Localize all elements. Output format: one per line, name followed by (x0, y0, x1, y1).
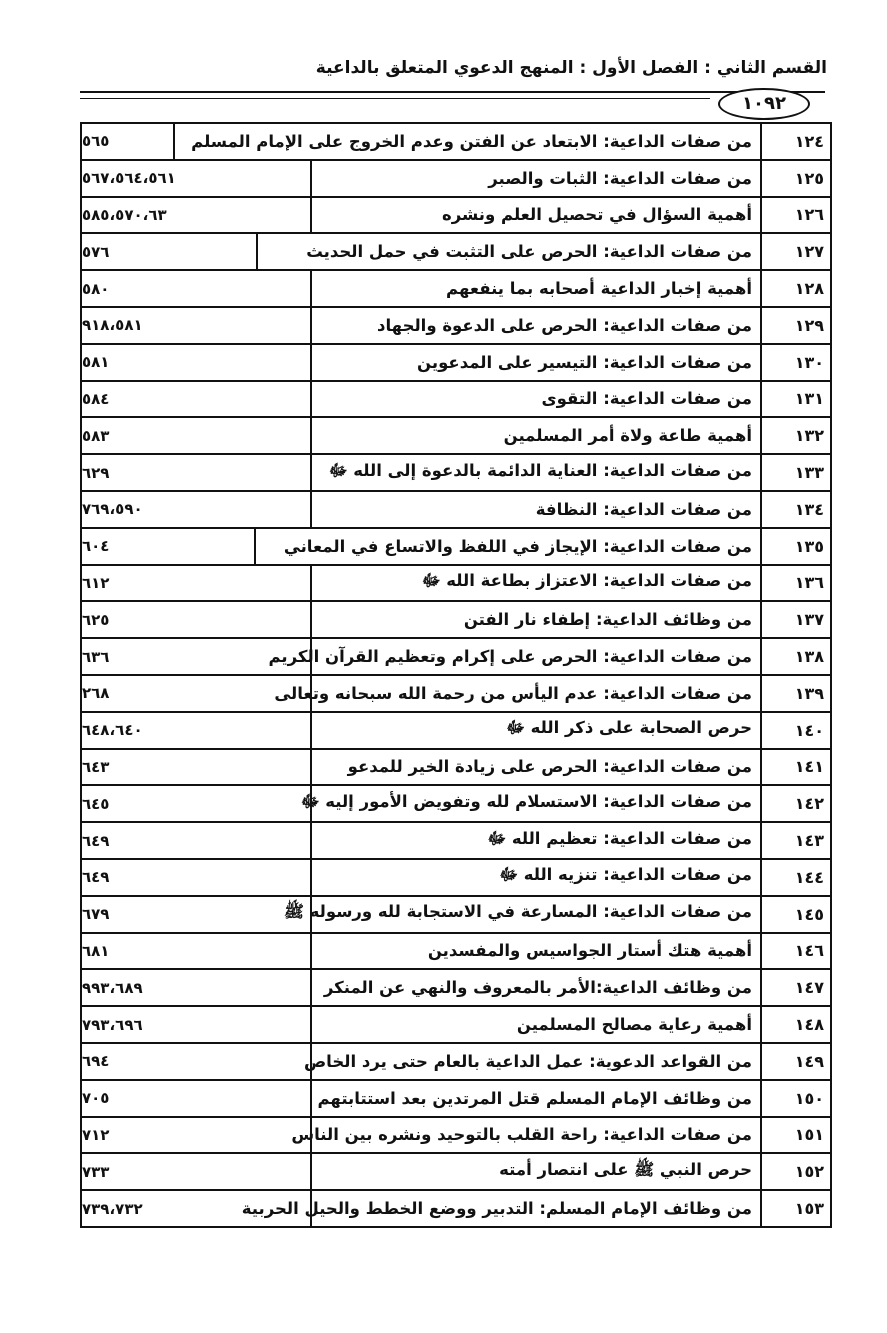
entry-topic: من وظائف الإمام المسلم: التدبير ووضع الخطط والحيل الحربية (241, 1199, 752, 1218)
entry-topic: من صفات الداعية: التقوى (541, 389, 752, 409)
entry-topic: من صفات الداعية: الاعتزاز بطاعة الله ﷻ (421, 570, 752, 590)
entry-number: ١٤٥ (760, 897, 830, 932)
entry-topic: من صفات الداعية: الحرص على التثبت في حمل الحديث (306, 242, 752, 262)
entry-number: ١٤١ (760, 750, 830, 785)
entry-pages: ٦٤٨،٦٤٠ (82, 713, 312, 748)
entry-number: ١٥١ (760, 1118, 830, 1153)
table-row (82, 1118, 830, 1155)
entry-pages: ٧٩٣،٦٩٦ (82, 1007, 312, 1042)
table-row (82, 566, 830, 603)
entry-topic: من صفات الداعية: الحرص على زيادة الخير للمدعو (347, 757, 752, 777)
table-row (82, 676, 830, 713)
entry-pages: ٦٢٩ (82, 455, 312, 490)
entry-pages: ٥٨٣ (82, 418, 312, 453)
table-row (82, 529, 830, 566)
table-row (82, 897, 830, 934)
entry-topic: من صفات الداعية: الثبات والصبر (488, 168, 752, 188)
entry-topic: أهمية إخبار الداعية أصحابه بما ينفعهم (446, 279, 752, 299)
table-row (82, 492, 830, 529)
entry-pages: ٥٨٠ (82, 271, 312, 306)
table-row (82, 1191, 830, 1228)
table-row (82, 860, 830, 897)
table-row (82, 418, 830, 455)
table-row (82, 639, 830, 676)
entry-number: ١٣٢ (760, 418, 830, 453)
entry-number: ١٤٨ (760, 1007, 830, 1042)
entry-number: ١٤٩ (760, 1044, 830, 1079)
entry-pages: ٧٠٥ (82, 1081, 312, 1116)
entry-topic: من وظائف الداعية: إطفاء نار الفتن (463, 610, 752, 630)
entry-topic: من صفات الداعية: الابتعاد عن الفتن وعدم الخروج على الإمام المسلم (191, 131, 752, 151)
table-row (82, 198, 830, 235)
table-row (82, 602, 830, 639)
entry-number: ١٥٢ (760, 1154, 830, 1189)
entry-pages: ٥٨٤ (82, 382, 312, 417)
running-header-title: القسم الثاني : الفصل الأول : المنهج الدعوي المتعلق بالداعية (315, 58, 827, 78)
entry-topic: أهمية السؤال في تحصيل العلم ونشره (442, 205, 752, 225)
entry-number: ١٥٠ (760, 1081, 830, 1116)
entry-pages: ٥٦٥ (82, 124, 175, 159)
entry-pages: ٦٢٥ (82, 602, 312, 637)
entry-number: ١٢٧ (760, 234, 830, 269)
entry-pages: ٦٤٩ (82, 860, 312, 895)
entry-number: ١٥٣ (760, 1191, 830, 1226)
entry-pages: ٦٨١ (82, 934, 312, 969)
entry-pages: ٧١٢ (82, 1118, 312, 1153)
entry-pages: ٥٨١ (82, 345, 312, 380)
entry-number: ١٤٣ (760, 823, 830, 858)
index-table (80, 122, 832, 1228)
table-row (82, 823, 830, 860)
entry-number: ١٣٦ (760, 566, 830, 601)
entry-number: ١٢٦ (760, 198, 830, 233)
table-row (82, 1044, 830, 1081)
entry-number: ١٢٤ (760, 124, 830, 159)
entry-pages: ٧٣٣ (82, 1154, 312, 1189)
entry-pages: ٢٦٨ (82, 676, 312, 711)
entry-pages: ٦٤٥ (82, 786, 312, 821)
table-row (82, 234, 830, 271)
entry-pages: ٩٩٣،٦٨٩ (82, 970, 312, 1005)
entry-pages: ٦٠٤ (82, 529, 256, 564)
entry-number: ١٤٦ (760, 934, 830, 969)
entry-number: ١٣٤ (760, 492, 830, 527)
header-rule (80, 91, 825, 93)
table-row (82, 934, 830, 971)
entry-pages: ٦١٢ (82, 566, 312, 601)
entry-topic: من وظائف الداعية:الأمر بالمعروف والنهي عن المنكر (323, 978, 752, 998)
entry-number: ١٣٠ (760, 345, 830, 380)
entry-number: ١٢٨ (760, 271, 830, 306)
entry-topic: حرص النبي ﷺ على انتصار أمته (499, 1159, 752, 1179)
entry-topic: من صفات الداعية: المسارعة في الاستجابة لله ورسوله ﷺ (283, 902, 752, 922)
entry-pages: ٦٣٦ (82, 639, 312, 674)
table-row (82, 713, 830, 750)
entry-topic: من صفات الداعية: عدم اليأس من رحمة الله سبحانه وتعالى (274, 683, 752, 703)
entry-pages: ٩١٨،٥٨١ (82, 308, 312, 343)
entry-topic: من وظائف الإمام المسلم قتل المرتدين بعد استتابتهم (317, 1088, 752, 1108)
entry-number: ١٤٤ (760, 860, 830, 895)
entry-topic: من صفات الداعية: الحرص على إكرام وتعظيم القرآن الكريم (268, 647, 752, 667)
entry-pages: ٥٧٦ (82, 234, 258, 269)
entry-pages: ٧٦٩،٥٩٠ (82, 492, 312, 527)
table-row (82, 308, 830, 345)
entry-number: ١٣٨ (760, 639, 830, 674)
entry-number: ١٣٩ (760, 676, 830, 711)
entry-topic: من صفات الداعية: راحة القلب بالتوحيد ونشره بين الناس (291, 1125, 752, 1145)
entry-topic: من صفات الداعية: النظافة (535, 499, 752, 519)
entry-topic: أهمية طاعة ولاة أمر المسلمين (503, 426, 752, 446)
entry-number: ١٣١ (760, 382, 830, 417)
header-rule-thin (80, 98, 710, 99)
table-row (82, 161, 830, 198)
entry-pages: ٧٣٩،٧٣٢ (82, 1191, 312, 1226)
entry-pages: ٦٩٤ (82, 1044, 312, 1079)
entry-topic: من صفات الداعية: العناية الدائمة بالدعوة إلى الله ﷻ (328, 460, 752, 480)
table-row (82, 124, 830, 161)
entry-topic: أهمية هتك أستار الجواسيس والمفسدين (427, 941, 752, 961)
table-row (82, 382, 830, 419)
entry-pages: ٥٨٥،٥٧٠،٦٣ (82, 198, 312, 233)
table-row (82, 970, 830, 1007)
entry-topic: من صفات الداعية: الحرص على الدعوة والجهاد (377, 315, 752, 335)
entry-pages: ٦٤٣ (82, 750, 312, 785)
entry-number: ١٤٢ (760, 786, 830, 821)
table-row (82, 1081, 830, 1118)
entry-pages: ٦٧٩ (82, 897, 312, 932)
entry-number: ١٣٥ (760, 529, 830, 564)
entry-topic: أهمية رعاية مصالح المسلمين (516, 1015, 752, 1035)
table-row (82, 750, 830, 787)
table-row (82, 786, 830, 823)
entry-pages: ٥٦٧،٥٦٤،٥٦١ (82, 161, 312, 196)
table-row (82, 345, 830, 382)
entry-number: ١٢٥ (760, 161, 830, 196)
entry-topic: من صفات الداعية: تنزيه الله ﷻ (499, 865, 752, 885)
entry-topic: من صفات الداعية: التيسير على المدعوين (417, 352, 752, 372)
entry-topic: من صفات الداعية: الإيجاز في اللفظ والاتساع في المعاني (283, 536, 752, 556)
entry-number: ١٤٠ (760, 713, 830, 748)
entry-number: ١٤٧ (760, 970, 830, 1005)
entry-number: ١٣٧ (760, 602, 830, 637)
entry-topic: من صفات الداعية: الاستسلام لله وتفويض الأمور إليه ﷻ (300, 791, 752, 811)
table-row (82, 1007, 830, 1044)
page-number: ١٠٩٢ (718, 88, 810, 120)
entry-number: ١٢٩ (760, 308, 830, 343)
table-row (82, 455, 830, 492)
entry-topic: من صفات الداعية: تعظيم الله ﷻ (487, 828, 752, 848)
entry-pages: ٦٤٩ (82, 823, 312, 858)
entry-number: ١٣٣ (760, 455, 830, 490)
entry-topic: من القواعد الدعوية: عمل الداعية بالعام حتى يرد الخاص (303, 1051, 752, 1071)
table-row (82, 271, 830, 308)
entry-topic: حرص الصحابة على ذكر الله ﷻ (506, 718, 752, 738)
table-row (82, 1154, 830, 1191)
